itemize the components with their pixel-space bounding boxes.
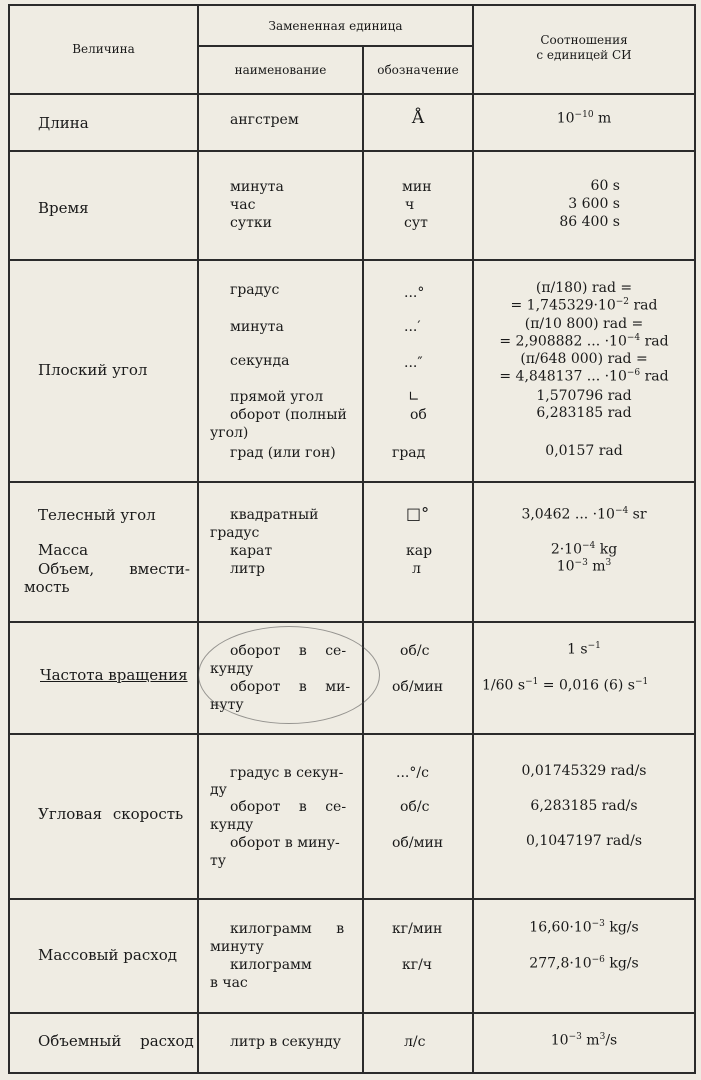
relation-liter: $10^{-3}$ $m^3$: [556, 558, 612, 575]
unit-name-rev-per-second-2: оборот в се-: [230, 799, 347, 815]
unit-symbol-liter: л: [412, 561, 421, 577]
unit-name-rev-per-second: оборот в се-: [230, 643, 347, 659]
row-divider-3: [8, 259, 696, 261]
header-name: наименование: [234, 63, 327, 77]
row-divider-1: [8, 93, 696, 95]
row-divider-2: [8, 150, 696, 152]
quantity-angular-velocity: Угловая скорость: [38, 805, 184, 823]
quantity-solid-angle: Телесный угол: [38, 506, 156, 524]
relation-kg-per-hour: $277,8\cdot 10^{-6}$ kg/s: [529, 955, 639, 972]
row-divider-4: [8, 481, 696, 483]
unit-name-kg-per-minute-cont: минуту: [210, 939, 264, 955]
row-divider-8: [8, 1012, 696, 1014]
unit-symbol-grad: град: [392, 445, 426, 461]
quantity-mass: Масса: [38, 541, 89, 559]
header-quantity: Величина: [72, 42, 135, 56]
relation-rev-per-second: 1 $s^{-1}$: [567, 641, 601, 658]
relation-right-angle: 1,570796 rad: [536, 388, 632, 404]
header-symbol: обозначение: [377, 63, 459, 77]
unit-name-minute: минута: [230, 179, 284, 195]
unit-symbol-liter-per-second: л/с: [404, 1034, 426, 1050]
unit-name-right-angle: прямой угол: [230, 389, 324, 405]
relation-revolution: 6,283185 rad: [536, 405, 632, 421]
unit-name-square-degree-cont: градус: [210, 525, 260, 541]
unit-symbol-rev-per-minute: об/мин: [392, 679, 444, 695]
column-divider-quantity: [197, 4, 199, 1074]
unit-name-arcsecond: секунда: [230, 353, 290, 369]
unit-symbol-day: сут: [404, 215, 428, 231]
row-divider-5: [8, 621, 696, 623]
unit-symbol-rev-per-second-2: об/с: [400, 799, 430, 815]
header-si-relation-line1: Соотношения: [540, 33, 628, 47]
relation-grad: 0,0157 rad: [545, 443, 623, 459]
unit-name-rev-per-minute-cont: нуту: [210, 697, 244, 713]
relation-rev-per-minute: 1/60 $s^{-1} = 0,016$ (6) $s^{-1}$: [482, 677, 649, 694]
unit-name-rev-per-minute-2: оборот в мину-: [230, 835, 340, 851]
unit-name-revolution: оборот (полный: [230, 407, 347, 423]
header-si-relation-line2: с единицей СИ: [536, 48, 632, 62]
unit-name-revolution-cont: угол): [210, 425, 249, 441]
relation-day: 86 400 s: [559, 214, 620, 230]
relation-square-degree: 3,0462 ... $\cdot 10^{-4}$ sr: [521, 506, 647, 523]
quantity-volume-flow: Объемный расход: [38, 1032, 194, 1050]
quantity-volume-cont: вмести-: [129, 560, 190, 578]
quantity-mass-flow: Массовый расход: [38, 946, 177, 964]
unit-name-arcminute: минута: [230, 319, 284, 335]
unit-name-day: сутки: [230, 215, 272, 231]
unit-symbol-angstrom: Å: [411, 108, 425, 128]
unit-symbol-arcsecond: ...″: [404, 355, 423, 371]
row-divider-6: [8, 733, 696, 735]
relation-liter-per-second: $10^{-3}$ $m^3/s$: [550, 1032, 618, 1049]
unit-name-angstrom: ангстрем: [230, 112, 299, 128]
table-border-top: [8, 4, 696, 6]
unit-name-rev-per-second-cont: кунду: [210, 661, 254, 677]
table-border-right: [694, 4, 696, 1074]
unit-name-rev-per-minute: оборот в ми-: [230, 679, 351, 695]
unit-name-carat: карат: [230, 543, 273, 559]
unit-symbol-degree: ...°: [404, 285, 425, 301]
relation-arcsecond-value: = 4,848137 ... $\cdot 10^{-6}$ rad: [499, 368, 669, 385]
unit-symbol-rev-per-minute-2: об/мин: [392, 835, 444, 851]
unit-symbol-revolution: об: [410, 407, 427, 423]
unit-name-degree: градус: [230, 282, 280, 298]
unit-symbol-minute: мин: [402, 179, 432, 195]
unit-name-kg-per-hour-cont: в час: [210, 975, 248, 991]
unit-symbol-degree-per-second: ...°/с: [396, 765, 429, 781]
unit-name-kg-per-hour: килограмм: [230, 957, 312, 973]
quantity-length: Длина: [38, 114, 89, 132]
quantity-volume-end: мость: [24, 578, 70, 596]
relation-rev-per-minute-2: 0,1047197 rad/s: [525, 833, 643, 849]
unit-symbol-arcminute: ...′: [404, 319, 421, 335]
relation-degree-per-second: 0,01745329 rad/s: [521, 763, 647, 779]
unit-name-rev-per-second-2-cont: кунду: [210, 817, 254, 833]
unit-name-liter-per-second: литр в секунду: [230, 1034, 342, 1050]
relation-angstrom: $10^{-10}$ m: [556, 110, 612, 127]
unit-name-kg-per-minute: килограмм в: [230, 921, 345, 937]
relation-degree: (π/180) rad =: [535, 280, 633, 296]
unit-symbol-kg-per-hour: кг/ч: [402, 957, 433, 973]
quantity-time: Время: [38, 199, 89, 217]
unit-symbol-kg-per-minute: кг/мин: [392, 921, 443, 937]
unit-symbol-square-degree: □°: [406, 504, 430, 523]
relation-rev-per-second-2: 6,283185 rad/s: [530, 798, 638, 814]
quantity-volume: Объем,: [38, 560, 95, 578]
column-divider-symbol: [472, 4, 474, 1074]
unit-symbol-rev-per-second: об/с: [400, 643, 430, 659]
column-divider-name: [362, 46, 364, 1074]
unit-name-hour: час: [230, 197, 256, 213]
relation-minute: 60 s: [590, 178, 620, 194]
quantity-rotation-frequency: Частота вращения: [40, 666, 188, 684]
unit-symbol-right-angle: ∟: [408, 389, 420, 405]
relation-arcsecond: (π/648 000) rad =: [520, 351, 648, 367]
header-replaced-unit: Замененная единица: [268, 19, 403, 33]
table-border-bottom: [8, 1072, 696, 1074]
quantity-plane-angle: Плоский угол: [38, 361, 148, 379]
unit-name-rev-per-minute-2-cont: ту: [210, 853, 226, 869]
unit-symbol-carat: кар: [406, 543, 433, 559]
unit-name-grad: град (или гон): [230, 445, 336, 461]
row-divider-7: [8, 898, 696, 900]
table-border-left: [8, 4, 10, 1074]
unit-symbol-hour: ч: [405, 197, 415, 213]
unit-name-degree-per-second: градус в секун-: [230, 765, 344, 781]
relation-hour: 3 600 s: [568, 196, 620, 212]
unit-name-liter: литр: [230, 561, 265, 577]
unit-name-degree-per-second-cont: ду: [210, 782, 227, 798]
unit-name-square-degree: квадратный: [230, 507, 319, 523]
relation-carat: $2\cdot 10^{-4}$ kg: [550, 541, 618, 558]
relation-kg-per-minute: $16,60\cdot 10^{-3}$ kg/s: [529, 919, 639, 936]
relation-arcminute-value: = 2,908882 ... $\cdot 10^{-4}$ rad: [499, 333, 669, 350]
header-subdivider: [197, 45, 474, 47]
relation-degree-value: = $1,745329\cdot 10^{-2}$ rad: [510, 297, 658, 314]
relation-arcminute: (π/10 800) rad =: [524, 316, 644, 332]
